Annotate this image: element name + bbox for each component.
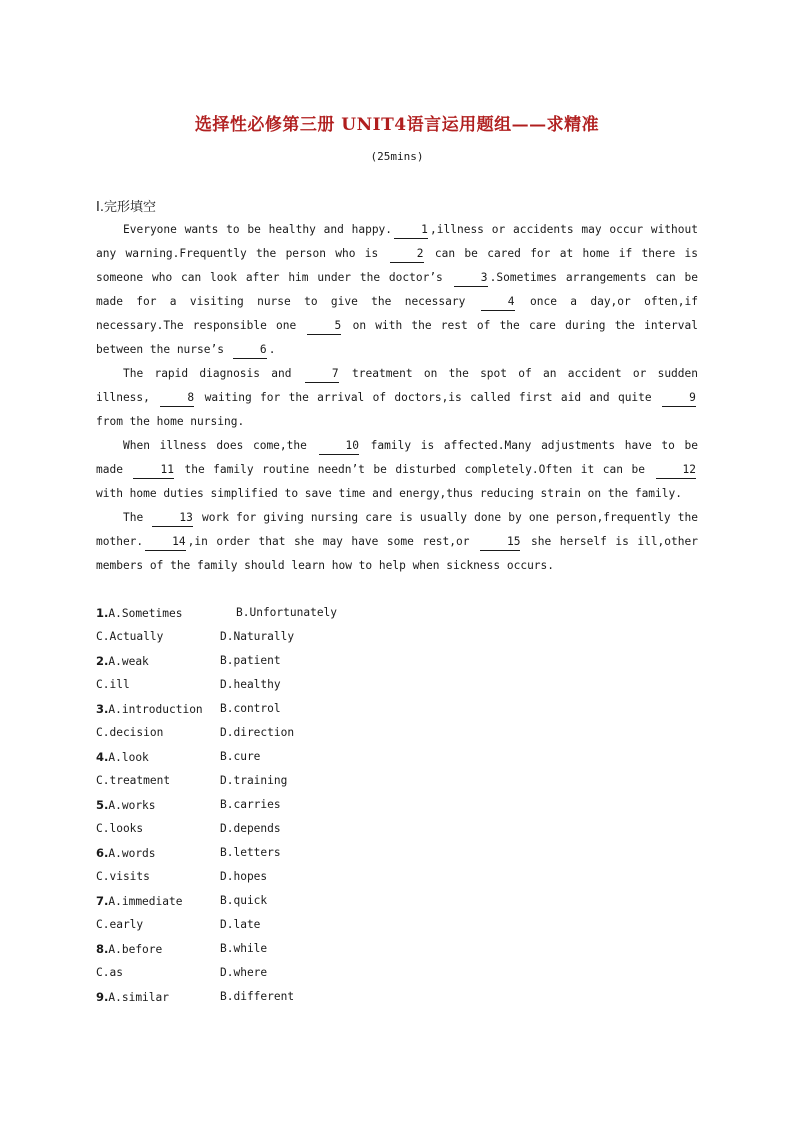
passage-text: family is affected.Many adjustments have to be made <box>96 439 698 476</box>
passage-text: with home duties simplified to save time and energy,thus reducing strain on the family. <box>96 487 682 500</box>
option-row <box>96 913 696 937</box>
question-number: 2. <box>96 654 109 668</box>
option-row <box>96 841 696 865</box>
option-row <box>96 601 696 625</box>
option-b: B.patient <box>220 654 281 667</box>
option-d: D.late <box>220 918 261 931</box>
option-a: A.Sometimes <box>108 607 183 620</box>
option-row <box>96 865 696 889</box>
option-d: D.training <box>220 774 288 787</box>
option-b: B.cure <box>220 750 261 763</box>
passage-text: .Sometimes arrangements can be made for a visiting nurse to give the necessary <box>96 271 698 308</box>
option-c: C.as <box>96 966 123 979</box>
passage-text: work for giving nursing care is usually done by one person,frequently the mother. <box>96 511 698 548</box>
passage-text: waiting for the arrival of doctors,is called first aid and quite <box>204 391 652 404</box>
passage-text: ,illness or accidents may occur without any warning.Frequently the person who is <box>96 223 698 260</box>
question-number: 4. <box>96 750 109 764</box>
option-c: C.treatment <box>96 774 171 787</box>
option-c: C.visits <box>96 870 150 883</box>
option-row <box>96 625 696 649</box>
passage-text: ,in order that she may have some rest,or <box>187 535 470 548</box>
option-a: A.look <box>108 751 149 764</box>
time-limit: (25mins) <box>370 150 424 163</box>
option-row <box>96 985 696 1009</box>
option-a: A.words <box>108 847 156 860</box>
option-row <box>96 697 696 721</box>
question-number: 1. <box>96 606 109 620</box>
option-b: B.quick <box>220 894 268 907</box>
option-d: D.hopes <box>220 870 268 883</box>
option-c: C.ill <box>96 678 130 691</box>
passage-text: Everyone wants to be healthy and happy. <box>123 223 393 236</box>
option-row <box>96 937 696 961</box>
option-row <box>96 673 696 697</box>
option-a: A.works <box>108 799 156 812</box>
blank-8: 8 <box>160 390 194 407</box>
blank-14: 14 <box>145 534 185 551</box>
option-row <box>96 961 696 985</box>
passage-text: When illness does come,the <box>123 439 307 452</box>
blank-10: 10 <box>319 438 359 455</box>
option-d: D.healthy <box>220 678 281 691</box>
option-row <box>96 817 696 841</box>
passage-text: on with the rest of the care during the interval between the nurse’s <box>96 319 698 356</box>
option-b: B.while <box>220 942 268 955</box>
option-b: B.different <box>220 990 295 1003</box>
option-c: C.looks <box>96 822 144 835</box>
question-number: 3. <box>96 702 109 716</box>
blank-9: 9 <box>662 390 696 407</box>
passage-text: she herself is ill,other members of the family should learn how to help when sickness occurs. <box>96 535 698 572</box>
option-d: D.where <box>220 966 268 979</box>
option-row <box>96 745 696 769</box>
option-a: A.similar <box>108 991 169 1004</box>
passage-text: treatment on the spot of an accident or sudden illness, <box>96 367 698 404</box>
blank-6: 6 <box>233 342 267 359</box>
passage-text: The rapid diagnosis and <box>123 367 292 380</box>
passage-text: The <box>123 511 144 524</box>
option-row <box>96 889 696 913</box>
paragraph-2 <box>96 362 698 434</box>
passage-text: can be cared for at home if there is someone who can look after him under the doctor’s <box>96 247 698 284</box>
option-a: A.immediate <box>108 895 183 908</box>
passage-text: from the home nursing. <box>96 415 245 428</box>
paragraph-4 <box>96 506 698 578</box>
option-row <box>96 721 696 745</box>
blank-11: 11 <box>133 462 173 479</box>
blank-3: 3 <box>454 270 488 287</box>
option-row <box>96 769 696 793</box>
option-b: B.control <box>220 702 281 715</box>
blank-5: 5 <box>307 318 341 335</box>
option-a: A.before <box>108 943 163 956</box>
blank-2: 2 <box>390 246 424 263</box>
option-b: B.Unfortunately <box>236 606 338 619</box>
blank-13: 13 <box>152 510 192 527</box>
paragraph-3 <box>96 434 698 506</box>
question-number: 7. <box>96 894 109 908</box>
option-c: C.decision <box>96 726 164 739</box>
paragraph-1 <box>96 218 698 362</box>
option-d: D.Naturally <box>220 630 295 643</box>
section-heading: Ⅰ.完形填空 <box>96 200 156 215</box>
blank-1: 1 <box>394 222 428 239</box>
answer-options <box>96 601 696 1009</box>
question-number: 9. <box>96 990 109 1004</box>
question-number: 6. <box>96 846 109 860</box>
blank-7: 7 <box>305 366 339 383</box>
option-c: C.Actually <box>96 630 164 643</box>
cloze-passage <box>96 218 698 578</box>
option-row <box>96 793 696 817</box>
option-d: D.direction <box>220 726 295 739</box>
question-number: 5. <box>96 798 109 812</box>
blank-12: 12 <box>656 462 696 479</box>
option-b: B.carries <box>220 798 281 811</box>
page-title: 选择性必修第三册 UNIT4语言运用题组——求精准 <box>194 115 600 135</box>
passage-text: . <box>268 343 276 356</box>
option-b: B.letters <box>220 846 281 859</box>
option-d: D.depends <box>220 822 281 835</box>
option-row <box>96 649 696 673</box>
passage-text: once a day,or often,if necessary.The responsible one <box>96 295 698 332</box>
question-number: 8. <box>96 942 109 956</box>
option-a: A.weak <box>108 655 149 668</box>
option-a: A.introduction <box>108 703 203 716</box>
blank-15: 15 <box>480 534 520 551</box>
passage-text: the family routine needn’t be disturbed completely.Often it can be <box>184 463 645 476</box>
option-c: C.early <box>96 918 144 931</box>
blank-4: 4 <box>481 294 515 311</box>
